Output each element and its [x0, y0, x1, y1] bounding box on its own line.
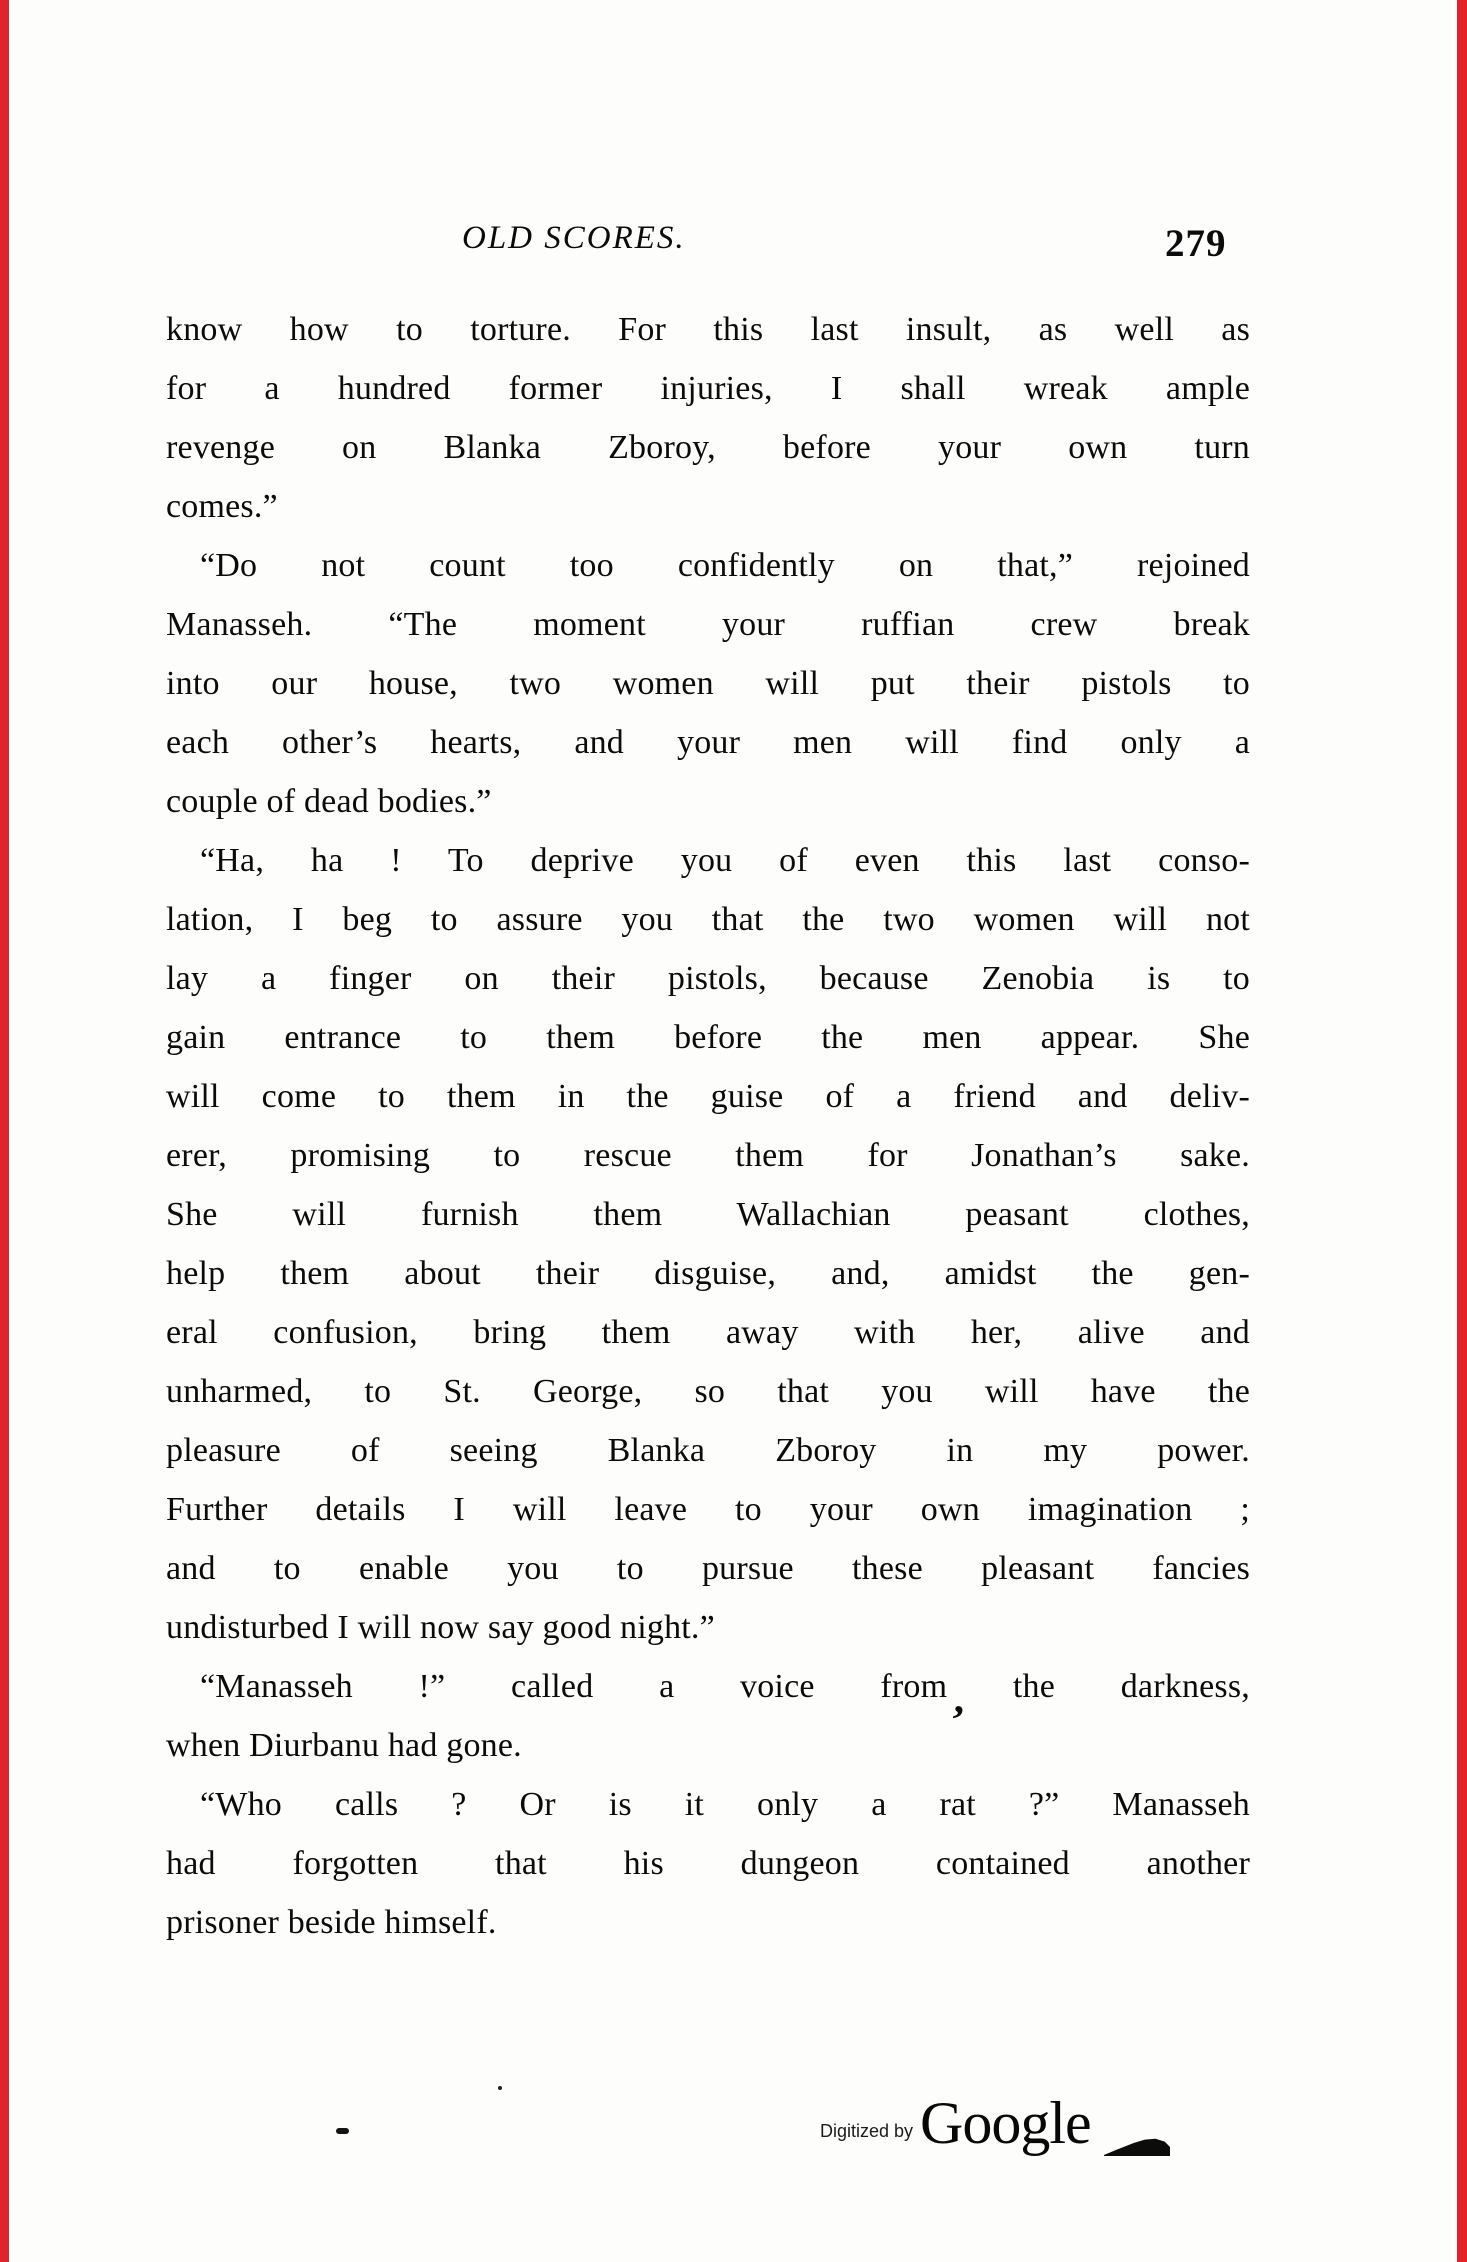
text-line: “Do not count too confidently on that,” rejoined	[200, 547, 1250, 584]
text-line: undisturbed I will now say good night.”	[166, 1609, 715, 1646]
text-line: will come to them in the guise of a friend and deliv-	[166, 1078, 1250, 1115]
text-line: each other’s hearts, and your men will find only a	[166, 724, 1250, 761]
text-line: “Who calls ? Or is it only a rat ?” Manasseh	[200, 1786, 1250, 1823]
google-logo: Google	[920, 2090, 1091, 2156]
text-line: lation, I beg to assure you that the two women will not	[166, 901, 1250, 938]
stray-ink-mark: ’	[946, 1697, 968, 1745]
text-line: eral confusion, bring them away with her, alive and	[166, 1314, 1250, 1351]
text-line: help them about their disguise, and, amidst the gen-	[166, 1255, 1250, 1292]
text-line: comes.”	[166, 488, 278, 525]
footer	[820, 2090, 1091, 2168]
page-number: 279	[1165, 222, 1227, 265]
ink-dash-mark	[336, 2128, 349, 2134]
text-line: Further details I will leave to your own imagination ;	[166, 1491, 1250, 1528]
text-line: “Ha, ha ! To deprive you of even this last conso-	[200, 842, 1250, 879]
text-line: know how to torture. For this last insult, as well as	[166, 311, 1250, 348]
text-line: had forgotten that his dungeon contained another	[166, 1845, 1250, 1882]
running-title: OLD SCORES.	[462, 220, 686, 256]
text-line: revenge on Blanka Zboroy, before your own turn	[166, 429, 1250, 466]
text-line: and to enable you to pursue these pleasant fancies	[166, 1550, 1250, 1587]
text-line: She will furnish them Wallachian peasant clothes,	[166, 1196, 1250, 1233]
text-line: Manasseh. “The moment your ruffian crew break	[166, 606, 1250, 643]
text-line: couple of dead bodies.”	[166, 783, 492, 820]
text-line: lay a finger on their pistols, because Zenobia is to	[166, 960, 1250, 997]
ink-smudge	[1104, 2136, 1170, 2156]
text-line: unharmed, to St. George, so that you will have the	[166, 1373, 1250, 1410]
text-line: gain entrance to them before the men appear. She	[166, 1019, 1250, 1056]
text-line: when Diurbanu had gone.	[166, 1727, 522, 1764]
text-line: “Manasseh !” called a voice from the darkness,	[200, 1668, 1250, 1705]
body-text	[166, 300, 1250, 1952]
text-line: prisoner beside himself.	[166, 1904, 497, 1941]
text-line: erer, promising to rescue them for Jonathan’s sake.	[166, 1137, 1250, 1174]
scan-edge-strip-left	[0, 0, 9, 2262]
scan-edge-strip-right	[1457, 0, 1467, 2262]
text-line: into our house, two women will put their pistols to	[166, 665, 1250, 702]
text-line: for a hundred former injuries, I shall wreak ample	[166, 370, 1250, 407]
digitized-by-label: Digitized by	[820, 2121, 914, 2141]
text-line: pleasure of seeing Blanka Zboroy in my power.	[166, 1432, 1250, 1469]
ink-speck	[498, 2086, 502, 2090]
